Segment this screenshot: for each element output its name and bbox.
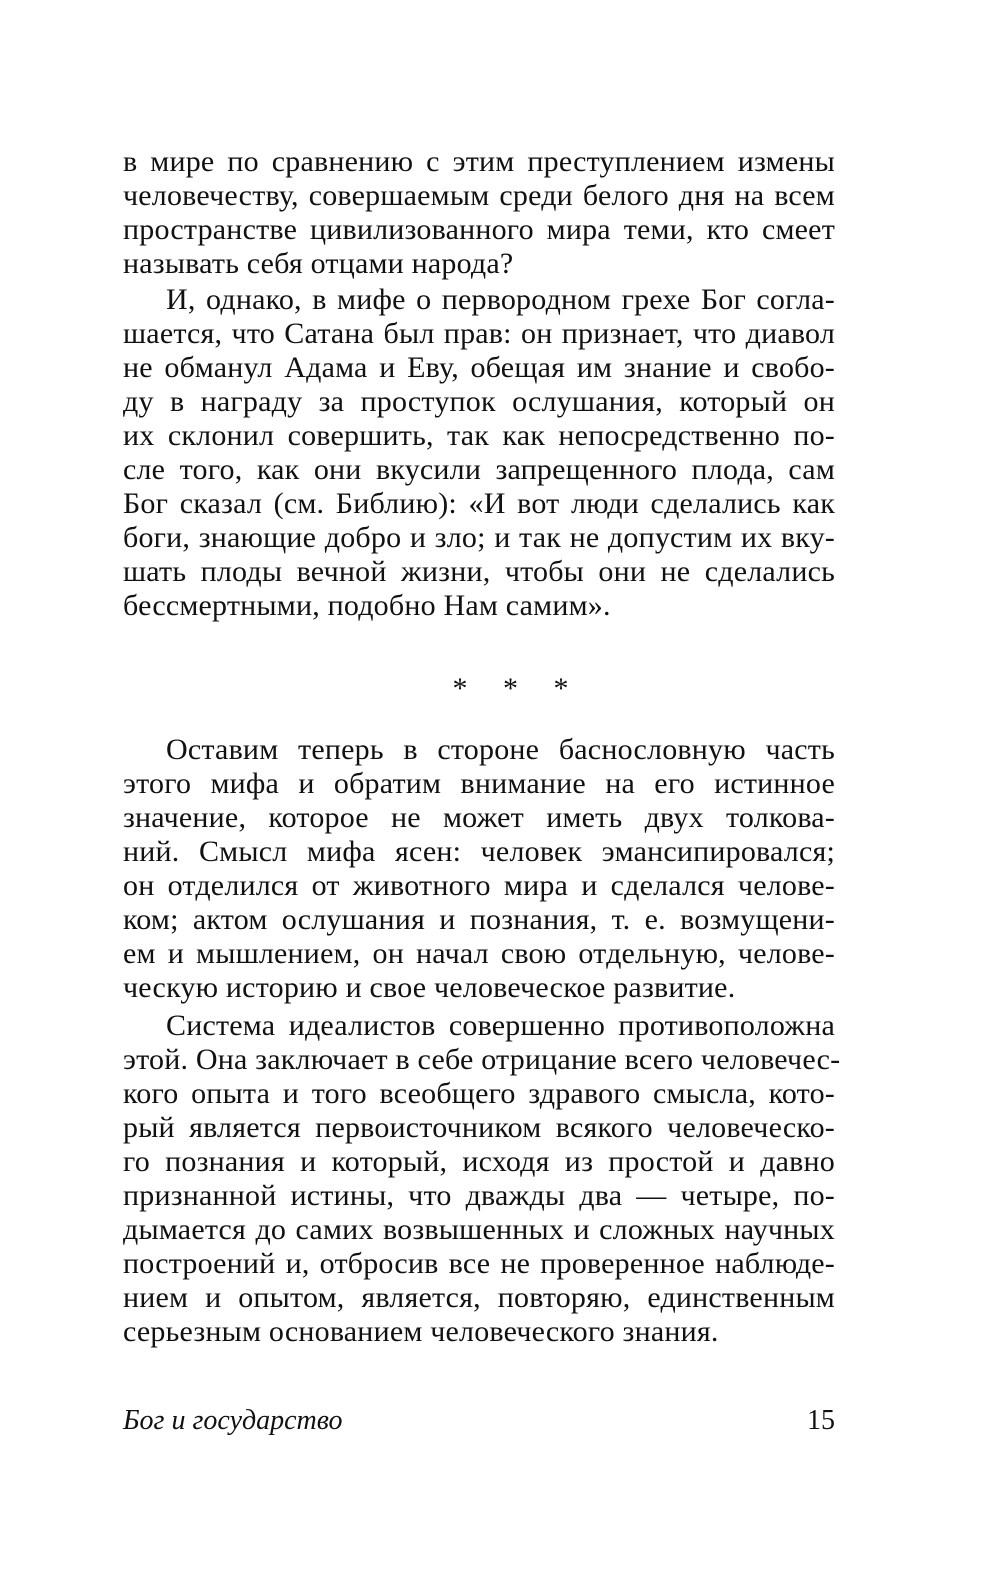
text-line: ду в награду за проступок ослушания, который он xyxy=(123,385,835,418)
section-separator: * * * xyxy=(452,672,583,705)
text-line: Бог сказал (см. Библию): «И вот люди сделались как xyxy=(123,487,835,520)
running-footer-title: Бог и государство xyxy=(123,1405,343,1436)
text-line: Оставим теперь в стороне баснословную часть xyxy=(166,733,835,766)
text-line: построений и, отбросив все не проверенное наблюде- xyxy=(123,1247,835,1280)
text-line: ний. Смысл мифа ясен: человек эмансипировался; xyxy=(123,835,835,868)
text-line: в мире по сравнению с этим преступлением измены xyxy=(123,145,835,178)
text-line: не обманул Адама и Еву, обещая им знание и свобо- xyxy=(123,351,835,384)
text-line: шать плоды вечной жизни, чтобы они не сделались xyxy=(123,555,835,588)
text-line: боги, знающие добро и зло; и так не допустим их вку- xyxy=(123,521,835,554)
text-line: значение, которое не может иметь двух толкова- xyxy=(123,801,835,834)
text-line: их склонил совершить, так как непосредственно по- xyxy=(123,419,835,452)
text-line: го познания и который, исходя из простой и давно xyxy=(123,1145,835,1178)
paragraph-idealist-system xyxy=(123,1009,841,1349)
text-line: он отделился от животного мира и сделался челове- xyxy=(123,869,835,902)
paragraph-original-sin xyxy=(123,283,835,623)
text-line: ем и мышлением, он начал свою отдельную, челове- xyxy=(123,937,835,970)
text-line: пространстве цивилизованного мира теми, кто смеет xyxy=(123,213,835,246)
text-line: ком; актом ослушания и познания, т. е. возмущени- xyxy=(123,903,835,936)
text-line: называть себя отцами народа? xyxy=(123,247,514,280)
text-line: ческую историю и свое человеческое развитие. xyxy=(123,971,736,1004)
text-line: нием и опытом, является, повторяю, единственным xyxy=(123,1281,835,1314)
text-line: кого опыта и того всеобщего здравого смысла, кото- xyxy=(123,1077,835,1110)
text-line: Система идеалистов совершенно противоположна xyxy=(166,1009,835,1042)
text-line: этой. Она заключает в себе отрицание всего человечес- xyxy=(123,1043,841,1076)
text-line: серьезным основанием человеческого знания. xyxy=(123,1315,719,1348)
text-line: шается, что Сатана был прав: он признает, что диавол xyxy=(123,317,835,350)
text-line: человечеству, совершаемым среди белого дня на всем xyxy=(123,179,835,212)
text-line: И, однако, в мифе о первородном грехе Бог согла- xyxy=(166,283,835,316)
text-line: бессмертными, подобно Нам самим». xyxy=(123,589,611,622)
text-line: дымается до самих возвышенных и сложных научных xyxy=(123,1213,835,1246)
paragraph-continuation xyxy=(123,145,835,281)
text-line: этого мифа и обратим внимание на его истинное xyxy=(123,767,835,800)
text-line: рый является первоисточником всякого человеческо- xyxy=(123,1111,835,1144)
text-line: сле того, как они вкусили запрещенного плода, сам xyxy=(123,453,835,486)
page-number: 15 xyxy=(807,1405,835,1436)
paragraph-myth-meaning xyxy=(123,733,835,1005)
text-line: признанной истины, что дважды два — четыре, по- xyxy=(123,1179,835,1212)
